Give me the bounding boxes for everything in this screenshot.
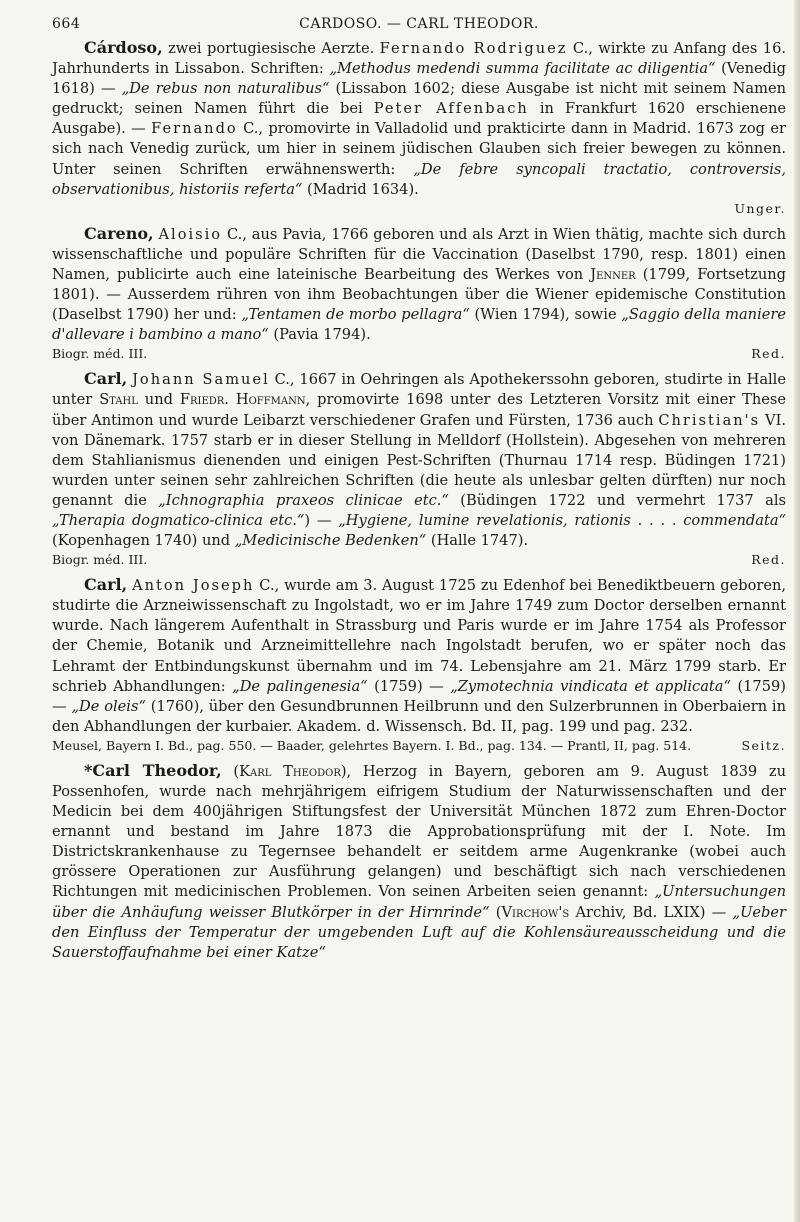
entry-text: (1760), über den Gesundbrunnen Heilbrunn und den Sulzerbrunnen in Oberbaiern in den Abhandlungen der kurbaier. Akadem. d. Wissensch. Bd. II, pag. 199 und pag. 232. [52,697,787,735]
entry-text: (1759) — [52,677,786,715]
entry-text: zwei portugiesische Aerzte. [162,40,380,57]
entry-text: (Kopenhagen 1740) und [52,532,235,550]
person-name: Karl Theodor [239,762,341,780]
work-title: „Saggio della maniere d'allevare i bambino a mano“ [52,306,786,344]
work-title: „Zymotechnia vindicata et applicata“ [450,677,731,695]
entry-paragraph [52,38,786,200]
entry-text: (1799, Fortsetzung 1801). — Ausserdem rühren von ihm Beobachtungen über die Wiener epidemische Constitution (Daselbst 1790) her und: [52,265,786,324]
entry-source-line [52,551,786,569]
entry-text: (Wien 1794), sowie [469,306,622,324]
entry-text: ), Herzog in Bayern, geboren am 9. August 1839 zu Possenhofen, wurde nach mehrjährigem eifrigem Studium der Naturwissenschaften und der Medicin bei dem 400jährigen Stiftungsfest der Universität München 1872 zum Ehren-Doctor ernannt und bestand im Jahre 1873 die Approbationsprüfung mit der I. Note. Im Districtskrankenhause zu Tegernsee behandelt er seitdem arme Augenkranke (wobei auch grössere Operationen zur Ausführung gelangen) und beschäftigt sich nach verschiedenen Richtungen mit medicinischen Problemen. Von seinen Arbeiten seien genannt: [52,762,787,901]
entry-signature: Unger. [734,200,786,216]
dictionary-entry [52,761,786,963]
dictionary-entry [52,38,786,218]
entry-text: VI. von Dänemark. 1757 starb er in dieser Stellung in Melldorf (Hollstein). Abgesehen von mehreren dem Stahlianismus dienenden und einigen Pest-Schriften (Thurnau 1714 resp. Büdingen 1721) wurden unter seinen sehr zahlreichen Schriften (die heute als unlesbar gelten dürften) nur noch genannt die [52,411,786,509]
entry-text: Archiv, Bd. LXIX) — [569,903,733,921]
entry-text: (Venedig 1618) — [52,60,786,98]
entry-headword: Carl, [84,575,128,595]
dictionary-entries [52,38,786,963]
entry-headword: Carl, [84,369,128,389]
entry-text: (Büdingen 1722 und vermehrt 1737 als [448,491,786,509]
work-title: „Tentamen de morbo pellagra“ [241,306,470,324]
entry-text: und [137,391,180,409]
entry-source: Meusel, Bayern I. Bd., pag. 550. — Baader, gelehrtes Bayern. I. Bd., pag. 134. — Prantl, II, pag. 514. [52,737,692,753]
person-name: Peter Affenbach [373,100,529,118]
work-title: „Untersuchungen über die Anhäufung weisser Blutkörper in der Hirnrinde“ [52,883,786,921]
entry-text: (Pavia 1794). [268,326,371,344]
person-name: Fernando [151,120,238,138]
page-edge [794,0,800,1222]
work-title: „Ueber den Einfluss der Temperatur der umgebenden Luft auf die Kohlensäureausscheidung und die Sauerstoffaufnahme bei einer Katze“ [52,903,786,961]
person-name: Christian's [658,411,761,429]
dictionary-entry [52,575,786,755]
work-title: „Methodus medendi summa facilitate ac diligentia“ [329,60,716,78]
page-number: 664 [52,16,81,32]
entry-headword: *Carl Theodor, [84,760,222,780]
entry-source-line [52,345,786,363]
page [52,14,786,963]
entry-source: Biogr. méd. III. [52,552,148,568]
entry-text: (1759) — [367,677,451,695]
entry-text: ) — [304,511,339,529]
dictionary-entry [52,369,786,569]
entry-source-line [52,200,786,218]
entry-text: (Halle 1747). [426,532,529,550]
entry-text: ( [489,903,502,921]
running-title: CARDOSO. — CARL THEODOR. [299,16,539,32]
entry-source: Biogr. méd. III. [52,346,148,362]
entry-text: C., 1667 in Oehringen als Apothekerssohn geboren, studirte in Halle unter [52,371,786,409]
entry-text: C., aus Pavia, 1766 geboren und als Arzt in Wien thätig, machte sich durch wissenschaftliche und populäre Schriften für die Vaccination (Daselbst 1790, resp. 1801) einen Namen, publicirte auch eine lateinische Bearbeitung des Werkes von [52,225,786,283]
person-name: Aloisio [158,225,223,243]
entry-paragraph [52,761,786,963]
person-name: Fernando Rodriguez [379,40,568,57]
entry-text: C., promovirte in Valladolid und prakticirte dann in Madrid. 1673 zog er sich nach Venedig zurück, um hier in seinem jüdischen Glauben sich freier bewegen zu können. Unter seinen Schriften erwähnenswerth: [52,120,786,178]
work-title: „De palingenesia“ [232,677,368,695]
work-title: „Medicinische Bedenken“ [234,532,427,550]
person-name: Johann Samuel [132,371,270,389]
work-title: „De oleis“ [71,697,146,715]
entry-paragraph [52,575,786,737]
person-name: Anton Joseph [132,577,255,595]
entry-text: C., wirkte zu Anfang des 16. Jahrhunderts in Lissabon. Schriften: [52,40,786,78]
work-title: „Therapia dogmatico-clinica etc.“ [52,511,305,529]
entry-headword: Cárdoso, [84,38,163,57]
entry-headword: Careno, [84,223,154,243]
entry-text: C., wurde am 3. August 1725 zu Edenhof bei Benediktbeuern geboren, studirte die Arzneiwissenschaft zu Ingolstadt, wo er im Jahre 1749 zum Doctor derselben ernannt wurde. Nach längerem Aufenthalt in Strassburg und Paris wurde er im Jahre 1754 als Professor der Chemie, Botanik und Arzneimittellehre nach Ingolstadt berufen, wo er später noch das Lehramt der Entbindungskunst übernahm und im 74. Lebensjahre am 21. März 1799 starb. Er schrieb Abhandlungen: [52,577,787,695]
entry-signature: Red. [751,346,786,362]
entry-paragraph [52,369,786,551]
work-title: „Ichnographia praxeos clinicae etc.“ [158,491,449,509]
entry-signature: Red. [751,552,786,568]
work-title: „De febre syncopali tractatio, controversis, observationibus, historiis referta“ [52,160,787,198]
entry-text: (Madrid 1634). [302,180,419,198]
entry-text: (Lissabon 1602; diese Ausgabe ist nicht mit seinem Namen gedruckt; seinen Namen führt die bei [52,80,786,118]
person-name: Jenner [590,265,636,283]
work-title: „De rebus non naturalibus“ [121,80,330,98]
entry-text: , promovirte 1698 unter des Letzteren Vorsitz mit einer These über Antimon und wurde Leibarzt verschiedener Grafen und Fürsten, 1736 auch [52,391,787,429]
person-name: Stahl [99,391,138,409]
entry-source-line [52,737,786,755]
entry-text: in Frankfurt 1620 erschienene Ausgabe). — [52,100,787,138]
entry-paragraph [52,224,786,346]
running-head [52,14,786,38]
person-name: Virchow's [501,903,570,921]
person-name: Friedr. Hoffmann [179,391,306,409]
entry-signature: Seitz. [741,737,786,753]
dictionary-entry [52,224,786,364]
work-title: „Hygiene, lumine revelationis, rationis . . . . commendata“ [338,511,787,529]
entry-text: ( [221,762,240,780]
